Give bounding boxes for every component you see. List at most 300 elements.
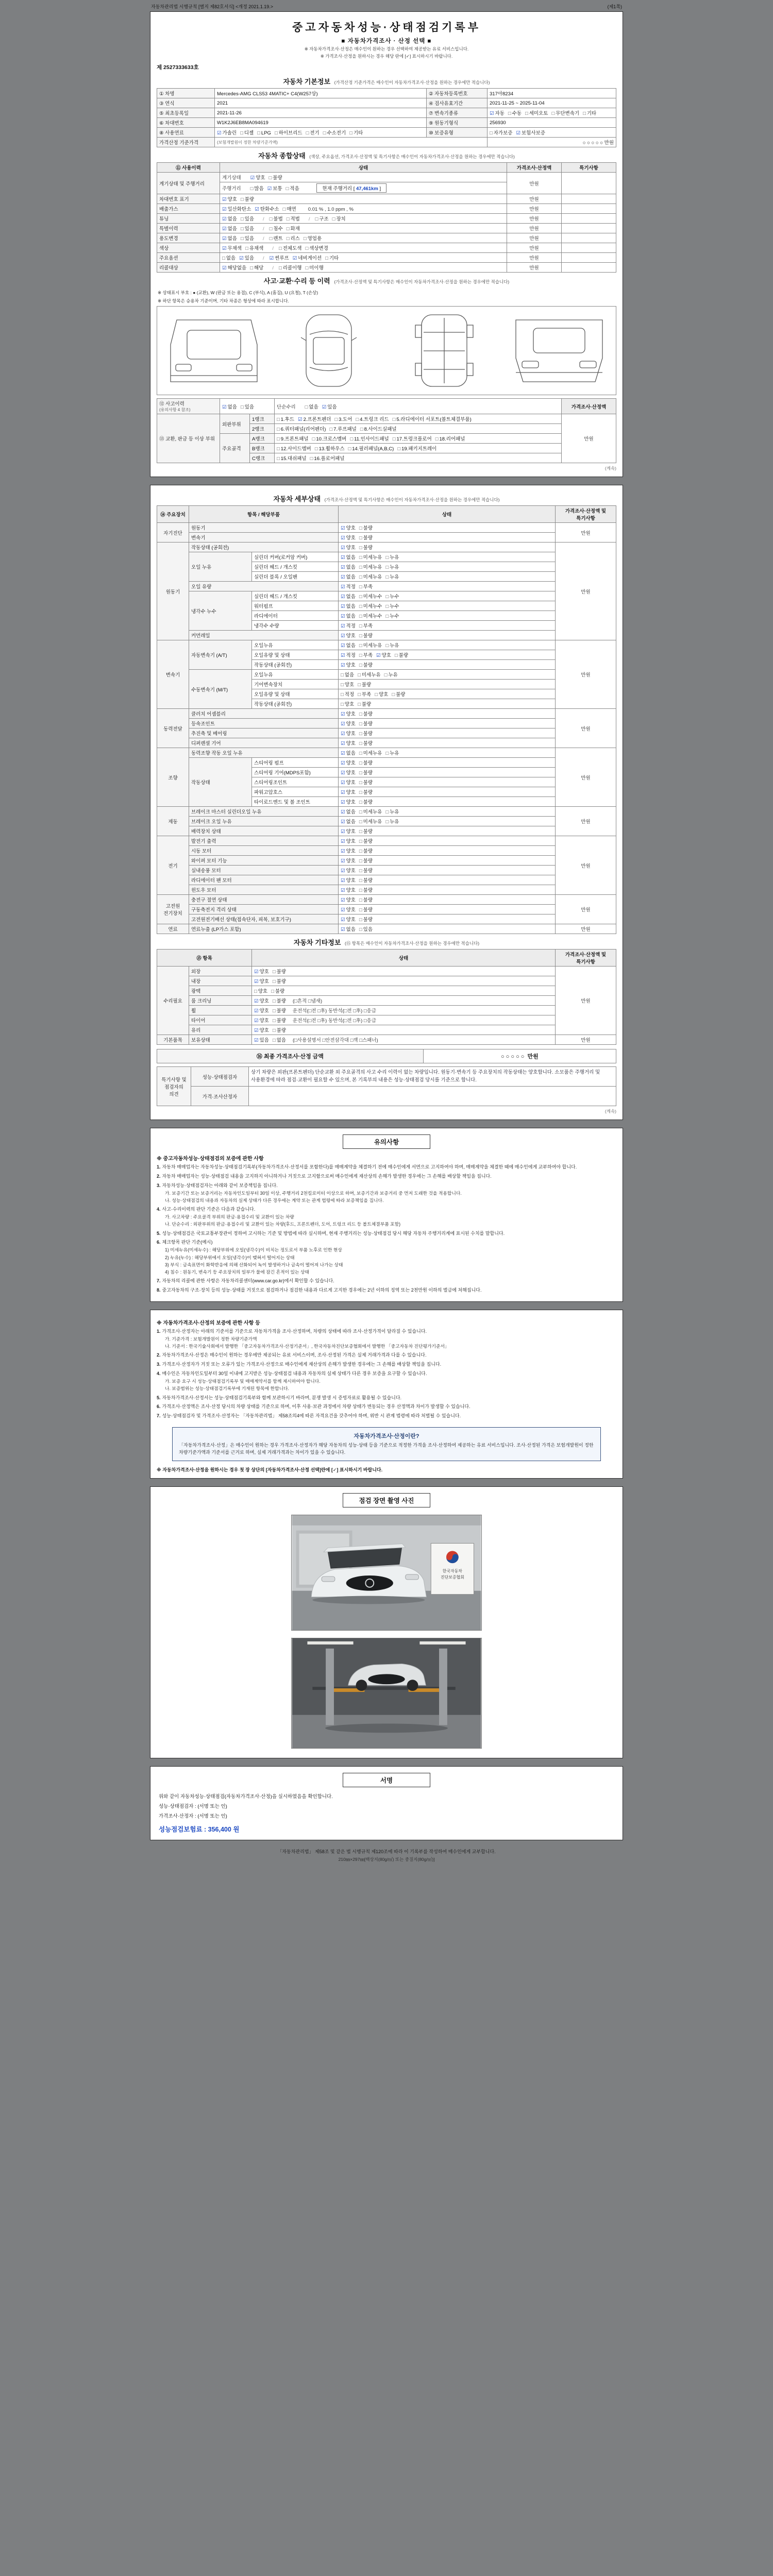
checkbox-unchecked[interactable]: □ 불량 (359, 731, 373, 737)
checkbox-unchecked[interactable]: □ 누유 (385, 809, 399, 815)
checkbox-unchecked[interactable]: □ 수동 (508, 111, 522, 116)
checkbox-checked[interactable]: ☑ 썬루프 (269, 256, 289, 261)
checkbox-unchecked[interactable]: □ 누수 (385, 614, 399, 619)
row-state: ☑ 없음 □ 있음 / □ 침수 □ 화재 (220, 224, 507, 233)
notice-item: 5. 성능·상태점검은 국토교통부장관이 정하여 고시하는 기준 및 방법에 따라 실시하며, 현재 주행거리는 성능·상태점검 당시 해당 자동차 주행거리계에 표시된 수치를 말합니다. (157, 1230, 505, 1236)
notice-subitem: 가. 사고차량 : 주요골격 부위의 판금·용접수리 및 교환이 있는 차량 (165, 1214, 294, 1220)
checkbox-checked[interactable]: ☑ 양호 (254, 998, 269, 1004)
group-label: 기본품목 (157, 1035, 189, 1045)
notice-list-2 (157, 1318, 616, 1473)
checkbox-unchecked[interactable]: □ 없음 (341, 672, 355, 678)
checkbox-checked[interactable]: ☑ 네비게이션 (292, 256, 322, 261)
notice-subitem: 나. 기준서 : 한국기술사회에서 발행한 「중고자동차가격조사·산정기준서」, 한국자동차진단보증협회에서 발행한 「중고자동차 진단평가기준서」 (165, 1344, 449, 1349)
price-survey-info-box (172, 1427, 601, 1461)
checkbox-unchecked[interactable]: □ 디젤 (240, 130, 254, 136)
notice-subitem: 3) 부식 : 금속표면이 화학반응에 의해 산화되어 녹이 발생하거나 금속이 떨어져 나가는 상태 (165, 1262, 343, 1267)
checkbox-unchecked[interactable]: □ 불량 (359, 545, 373, 551)
checkbox-unchecked[interactable]: □ 불량 (359, 800, 373, 805)
checkbox-unchecked[interactable]: □ 14.필러패널(A,B,C) (348, 446, 394, 452)
checkbox-unchecked[interactable]: □ 양호 (341, 702, 355, 707)
price-cell: 만원 (507, 173, 562, 194)
state-cell (339, 689, 556, 699)
checkbox-unchecked[interactable]: □ 불량 (359, 711, 373, 717)
section-etc-info (157, 934, 616, 1045)
item-label: 추진축 및 베어링 (189, 728, 339, 738)
checkbox-unchecked[interactable]: □ 부족 (358, 692, 372, 698)
field-label: ⑩ 보증유형 (427, 128, 488, 138)
checkbox-unchecked[interactable]: □ 누수 (385, 604, 399, 609)
checkbox-checked[interactable]: ☑ 양호 (341, 780, 356, 786)
checkbox-unchecked[interactable]: □ 전기 (306, 130, 320, 136)
checkbox-unchecked[interactable]: □ 수소전기 (323, 130, 346, 136)
checkbox-unchecked[interactable]: □ 불량 (392, 692, 406, 698)
checkbox-checked[interactable]: ☑ 양호 (341, 849, 356, 854)
checkbox-unchecked[interactable]: □ 유채색 (245, 246, 264, 251)
checkbox-checked[interactable]: ☑ 해당없음 (222, 265, 247, 271)
item-label: 오일 누유 (189, 552, 252, 582)
current-mileage-value: 47,461km (356, 186, 378, 192)
rank-label: 2랭크 (250, 424, 275, 434)
state-cell (339, 650, 556, 660)
note-cell (562, 233, 616, 243)
car-diagram-underbody (393, 311, 496, 391)
row-label: 리콜대상 (157, 263, 220, 273)
checkbox-unchecked[interactable]: □ 적음 (285, 186, 299, 192)
checkbox-checked[interactable]: ☑ 양호 (341, 711, 356, 717)
checkbox-checked[interactable]: ☑ 적정 (341, 653, 356, 658)
checkbox-unchecked[interactable]: □ 불법 (269, 216, 283, 222)
checkbox-unchecked[interactable]: □ 불량 (359, 907, 373, 913)
price-cell: 만원 (507, 253, 562, 263)
premium-label: 성능점검보험료 : (159, 1826, 207, 1834)
state-cell (339, 924, 556, 934)
checkbox-unchecked[interactable]: □ 기타 (583, 111, 597, 116)
checkbox-unchecked[interactable]: □ 불량 (268, 175, 282, 181)
state-cell (339, 905, 556, 914)
checkbox-unchecked[interactable]: □ 없음 (305, 404, 318, 410)
checkbox-unchecked[interactable]: □ 침수 (269, 226, 283, 232)
checkbox-unchecked[interactable]: □ 누유 (384, 672, 398, 678)
checkbox-checked[interactable]: ☑ 탄화수소 (255, 207, 279, 212)
notice-item: 3. 가격조사·산정자가 거짓 또는 오류가 있는 가격조사·산정으로 매수인에게 재산상의 손해가 발생한 경우에는 그 손해를 배상할 책임을 집니다. (157, 1362, 442, 1367)
device-label: 연료 (157, 924, 189, 934)
checkbox-unchecked[interactable]: □ 누유 (385, 565, 399, 570)
row-state: ☑ 양호 □ 불량 (□흔적 □냄새) (252, 996, 556, 1006)
checkbox-unchecked[interactable]: □ 불량 (359, 917, 373, 923)
checkbox-checked[interactable]: ☑ 양호 (222, 197, 237, 202)
checkbox-checked[interactable]: ☑ 양호 (341, 526, 356, 531)
checkbox-unchecked[interactable]: □ LPG (257, 130, 271, 136)
state-cell (339, 807, 556, 817)
inspection-photo-engine-bay (291, 1515, 482, 1631)
part-label: 실린더 헤드 / 개스킷 (252, 591, 339, 601)
checkbox-checked[interactable]: ☑ 양호 (341, 721, 356, 727)
item-label: 원동기 (189, 523, 339, 533)
checkbox-unchecked[interactable]: □ 있음 (359, 927, 373, 933)
checkbox-checked[interactable]: ☑ 없음 (341, 604, 356, 609)
notice-subitem: 나. 성능·상태점검의 내용과 자동차의 실제 상태가 다른 경우에는 계약 또는 관계 법령에 따라 보증책임을 집니다. (165, 1198, 384, 1203)
part-label: 스티어링조인트 (252, 777, 339, 787)
checkbox-checked[interactable]: ☑ 일산화탄소 (222, 207, 251, 212)
field-label: ⑨ 원동기형식 (427, 118, 488, 128)
checkbox-unchecked[interactable]: □ 불량 (359, 535, 373, 541)
checkbox-unchecked[interactable]: □ 자가보증 (490, 130, 513, 136)
checkbox-unchecked[interactable]: □ 미세누유 (359, 751, 382, 756)
checkbox-unchecked[interactable]: □ 11.인사이드패널 (350, 436, 389, 442)
checkbox-checked[interactable]: ☑ 없음 (341, 927, 356, 933)
checkbox-unchecked[interactable]: □ 불량 (359, 868, 373, 874)
checkbox-unchecked[interactable]: □ 렌트 (269, 236, 283, 242)
checkbox-unchecked[interactable]: □ 17.트렁크플로어 (392, 436, 432, 442)
price-cell: 만원 (556, 836, 616, 895)
checkbox-unchecked[interactable]: □ 불량 (272, 1018, 286, 1024)
checkbox-unchecked[interactable]: □ 불량 (359, 526, 373, 531)
state-cell (339, 826, 556, 836)
checkbox-unchecked[interactable]: □ 양호 (254, 989, 268, 994)
checkbox-checked[interactable]: ☑ 있음 (239, 256, 254, 261)
checkbox-unchecked[interactable]: □ 리콜이행 (279, 265, 302, 271)
checkbox-checked[interactable]: ☑ 가솔린 (217, 130, 237, 136)
state-cell (339, 591, 556, 601)
row-label: 특별이력 (157, 224, 220, 233)
checkbox-checked[interactable]: ☑ 양호 (341, 633, 356, 639)
price-cell: 만원 (556, 895, 616, 924)
checkbox-unchecked[interactable]: □ 불량 (272, 969, 286, 975)
checkbox-unchecked[interactable]: □ 12.사이드멤버 (277, 446, 311, 452)
state-cell (339, 866, 556, 875)
field-label: ⑥ 차대번호 (157, 118, 215, 128)
item-label: 고전원전기배선 상태(접속단자, 피복, 보호기구) (189, 914, 339, 924)
checkbox-unchecked[interactable]: □ 미세누유 (359, 809, 382, 815)
checkbox-unchecked[interactable]: □ 누유 (385, 574, 399, 580)
device-label: 제동 (157, 807, 189, 836)
checkbox-unchecked[interactable]: □ 전체도색 (278, 246, 302, 251)
checkbox-unchecked[interactable]: □ 8.사이드실패널 (360, 427, 397, 432)
checkbox-unchecked[interactable]: □ 양호 (375, 692, 389, 698)
checkbox-unchecked[interactable]: □ 영업용 (303, 236, 322, 242)
checkbox-checked[interactable]: ☑ 양호 (341, 839, 356, 844)
checkbox-unchecked[interactable]: □ 불량 (358, 702, 372, 707)
state-cell (339, 777, 556, 787)
checkbox-unchecked[interactable]: □ 매연 (282, 207, 296, 212)
checkbox-checked[interactable]: ☑ 양호 (341, 858, 356, 864)
field-label: ③ 연식 (157, 98, 215, 108)
checkbox-unchecked[interactable]: □ 하이브리드 (274, 130, 303, 136)
checkbox-checked[interactable]: ☑ 양호 (250, 175, 265, 181)
checkbox-unchecked[interactable]: □ 불량 (359, 663, 373, 668)
checkbox-unchecked[interactable]: □ 불량 (359, 760, 373, 766)
notice-item: 3. 자동차성능·상태점검자는 아래와 같이 보증책임을 집니다. 가. 보증기간 또는 보증거리는 자동차인도일부터 30일 이상, 주행거리 2천킬로미터 이상으로 하며, 보증기간과 보증거리 중 먼저 도래한 것을 적용합니다. 나. 성능·상태점검의 내용과 자동차의 실제 상태가 다른 경우에는 계약 또는 관계 법령에 따라 보증책임을 집니다. (157, 1182, 616, 1204)
info-box-text: 「자동차가격조사·산정」은 매수인이 원하는 경우 가격조사·산정자가 해당 자동차의 성능·상태 등을 기준으로 적정한 가격을 조사·산정하여 제공하는 유료 서비스입니다. 조사·산정된 가격은 보험개발원이 정한 차량기준가액과 기준서를 근거로 하며, 실제 거래가격과는 차이가 있을 수 있습니다. (179, 1443, 594, 1455)
checkbox-unchecked[interactable]: □ 적정 (341, 692, 355, 698)
checkbox-unchecked[interactable]: □ 없음 (272, 1038, 286, 1043)
checkbox-checked[interactable]: ☑ 없음 (341, 751, 356, 756)
checkbox-checked[interactable]: ☑ 양호 (254, 979, 269, 985)
checkbox-checked[interactable]: ☑ 없음 (341, 555, 356, 561)
checkbox-unchecked[interactable]: □ 구조 (315, 216, 329, 222)
state-cell (339, 768, 556, 777)
checkbox-unchecked[interactable]: □ 불량 (272, 1008, 286, 1014)
checkbox-unchecked[interactable]: □ 불량 (359, 741, 373, 747)
item-label: 작동상태 (공회전) (189, 543, 339, 552)
notice-footnote: ※ 자동차가격조사·산정을 원하시는 경우 첫 장 상단의 [자동차가격조사·산정 선택]란에 [✓] 표시하시기 바랍니다. (157, 1467, 383, 1473)
checkbox-checked[interactable]: ☑ 양호 (341, 829, 356, 835)
checkbox-checked[interactable]: ☑ 양호 (254, 969, 269, 975)
item-label: 동력조향 작동 오일 누유 (189, 748, 339, 758)
row-label: 차대번호 표기 (157, 194, 220, 204)
checkbox-unchecked[interactable]: □ 미이행 (305, 265, 324, 271)
continued-marker: (계속) (604, 1109, 616, 1114)
checkbox-unchecked[interactable]: □ 누유 (385, 819, 399, 825)
signature-inspector-line: 성능·상태점검자 : (서명 또는 인) (159, 1804, 227, 1810)
checkbox-unchecked[interactable]: □ 불량 (359, 790, 373, 795)
checkbox-unchecked[interactable]: □ 7.루프패널 (329, 427, 357, 432)
checkbox-unchecked[interactable]: □ 있음 (240, 404, 254, 410)
section-comprehensive (157, 147, 616, 273)
checkbox-unchecked[interactable]: □ 불량 (359, 849, 373, 854)
checkbox-checked[interactable]: ☑ 자동 (490, 111, 505, 116)
state-cell (339, 914, 556, 924)
checkbox-checked[interactable]: ☑ 없음 (222, 404, 237, 410)
checkbox-checked[interactable]: ☑ 양호 (341, 760, 356, 766)
item-label: 연료누출 (LP가스 포함) (189, 924, 339, 934)
state-cell (339, 719, 556, 728)
checkbox-checked[interactable]: ☑ 있음 (322, 404, 337, 410)
state-cell (339, 543, 556, 552)
checkbox-checked[interactable]: ☑ 없음 (341, 565, 356, 570)
checkbox-unchecked[interactable]: □ 13.휠하우스 (314, 446, 345, 452)
checkbox-unchecked[interactable]: □ 양호 (341, 682, 355, 688)
row-label: 주요옵션 (157, 253, 220, 263)
checkbox-checked[interactable]: ☑ 없음 (222, 226, 237, 232)
checkbox-unchecked[interactable]: □ 기타 (325, 256, 339, 261)
checkbox-unchecked[interactable]: □ 18.리어패널 (435, 436, 465, 442)
checkbox-unchecked[interactable]: □ 불량 (359, 770, 373, 776)
checkbox-unchecked[interactable]: □ 1.후드 (277, 417, 295, 422)
checkbox-checked[interactable]: ☑ 양호 (341, 770, 356, 776)
field-label: ② 자동차등록번호 (427, 89, 488, 98)
checkbox-checked[interactable]: ☑ 양호 (376, 653, 391, 658)
checkbox-unchecked[interactable]: □ 불량 (271, 989, 285, 994)
checkbox-unchecked[interactable]: □ 15.대쉬패널 (277, 456, 307, 462)
checkbox-unchecked[interactable]: □ 리스 (286, 236, 300, 242)
row-state: ☑ 있음 □ 없음 (□사용설명서 □안전삼각대 □잭 □스패너) (252, 1035, 556, 1045)
state-cell (339, 709, 556, 719)
notice-subitem: 4) 침수 : 원동기, 변속기 등 주요장치의 일부가 물에 잠긴 흔적이 있는 상태 (165, 1269, 309, 1275)
row-state: ☑ 없음 □ 있음 / □ 렌트 □ 리스 □ 영업용 (220, 233, 507, 243)
checkbox-unchecked[interactable]: □ 미세누유 (359, 574, 382, 580)
simple-repair-state: 단순수리 □ 없음 ☑ 있음 (275, 399, 562, 414)
checkbox-unchecked[interactable]: □ 불량 (359, 888, 373, 893)
section-basic-info (157, 73, 616, 147)
page-marker: (제1쪽) (607, 4, 622, 9)
part-label: 스티어링 기어(MDPS포함) (252, 768, 339, 777)
checkbox-checked[interactable]: ☑ 양호 (341, 545, 356, 551)
part-label: 냉각수 수량 (252, 621, 339, 631)
checkbox-checked[interactable]: ☑ 양호 (341, 790, 356, 795)
checkbox-unchecked[interactable]: □ 불량 (359, 829, 373, 835)
checkbox-unchecked[interactable]: □ 미세누수 (359, 614, 382, 619)
checkbox-unchecked[interactable]: □ 무단변속기 (551, 111, 580, 116)
checkbox-unchecked[interactable]: □ 10.크로스멤버 (312, 436, 347, 442)
checkbox-checked[interactable]: ☑ 양호 (341, 731, 356, 737)
checkbox-unchecked[interactable]: □ 불량 (359, 858, 373, 864)
checkbox-checked[interactable]: ☑ 양호 (341, 868, 356, 874)
checkbox-checked[interactable]: ☑ 양호 (341, 878, 356, 884)
checkbox-unchecked[interactable]: □ 4.트렁크 리드 (356, 417, 389, 422)
checkbox-unchecked[interactable]: □ 누수 (385, 594, 399, 600)
checkbox-unchecked[interactable]: □ 9.프론트패널 (277, 436, 309, 442)
inspection-insurance-premium (159, 1824, 614, 1834)
checkbox-unchecked[interactable]: □ 불량 (359, 878, 373, 884)
checkbox-checked[interactable]: ☑ 없음 (341, 809, 356, 815)
checkbox-unchecked[interactable]: □ 5.라디에이터 서포트(볼트체결부품) (392, 417, 472, 422)
checkbox-checked[interactable]: ☑ 양호 (341, 917, 356, 923)
checkbox-unchecked[interactable]: □ 불량 (394, 653, 409, 658)
item-label: 커먼레일 (189, 631, 339, 640)
checkbox-unchecked[interactable]: □ 불량 (240, 197, 254, 202)
accident-history-state (220, 399, 275, 414)
note-cell (562, 253, 616, 263)
checkbox-checked[interactable]: ☑ 양호 (254, 1018, 269, 1024)
checkbox-unchecked[interactable]: □ 없음 (222, 256, 236, 261)
checkbox-unchecked[interactable]: □ 19.패키지트레이 (397, 446, 437, 452)
rank-options (275, 444, 562, 453)
checkbox-checked[interactable]: ☑ 없음 (222, 236, 237, 242)
checkbox-checked[interactable]: ☑ 있음 (254, 1038, 269, 1043)
checkbox-unchecked[interactable]: □ 미세누유 (359, 643, 382, 649)
checkbox-unchecked[interactable]: □ 있음 (240, 216, 254, 222)
checkbox-checked[interactable]: ☑ 보험사보증 (516, 130, 545, 136)
item-label: 윈도우 모터 (189, 885, 339, 895)
state-cell (339, 562, 556, 572)
checkbox-unchecked[interactable]: □ 많음 (250, 186, 264, 192)
checkbox-unchecked[interactable]: □ 불량 (272, 1028, 286, 1033)
checkbox-unchecked[interactable]: □ 불량 (359, 633, 373, 639)
checkbox-checked[interactable]: ☑ 없음 (341, 819, 356, 825)
checkbox-checked[interactable]: ☑ 양호 (341, 800, 356, 805)
checkbox-checked[interactable]: ☑ 양호 (341, 741, 356, 747)
checkbox-checked[interactable]: ☑ 없음 (341, 614, 356, 619)
state-cell (339, 748, 556, 758)
checkbox-unchecked[interactable]: □ 미세누수 (359, 594, 382, 600)
checkbox-checked[interactable]: ☑ 없음 (222, 216, 237, 222)
col-header: 상태 (252, 950, 556, 967)
checkbox-checked[interactable]: ☑ 양호 (341, 907, 356, 913)
checkbox-checked[interactable]: ☑ 적정 (341, 623, 356, 629)
checkbox-checked[interactable]: ☑ 양호 (341, 897, 356, 903)
state-cell (339, 817, 556, 826)
part-label: 타이로드엔드 및 볼 조인트 (252, 797, 339, 807)
notice-item: 1. 가격조사·산정자는 아래의 기준서를 기준으로 자동차가격을 조사·산정하며, 차량의 상태에 따라 조사·산정가격이 달라질 수 있습니다. 가. 기준가격 : 보험개발원이 정한 차량기준가액 나. 기준서 : 한국기술사회에서 발행한 「중고자동차가격조사·산정기준서」, 한국자동차진단보증협회에서 발행한 「중고자동차 진단평가기준서」 (157, 1328, 616, 1350)
checkbox-checked[interactable]: ☑ 없음 (341, 643, 356, 649)
group-label: 수리필요 (157, 967, 189, 1035)
note-cell (562, 243, 616, 253)
row-label: 튜닝 (157, 214, 220, 224)
panel-notice-2 (150, 1310, 623, 1479)
checkbox-checked[interactable]: ☑ 없음 (341, 574, 356, 580)
checkbox-unchecked[interactable]: □ 불량 (358, 682, 372, 688)
checkbox-unchecked[interactable]: □ 미세누수 (359, 604, 382, 609)
col-header: 특기사항 (562, 163, 616, 173)
checkbox-unchecked[interactable]: □ 불량 (272, 998, 286, 1004)
premium-amount: 356,400 원 (208, 1826, 240, 1834)
checkbox-unchecked[interactable]: □ 16.플로어패널 (310, 456, 345, 462)
row-state: ☑ 해당없음 □ 해당 / □ 리콜이행 □ 미이행 (220, 263, 507, 273)
checkbox-unchecked[interactable]: □ 6.쿼터패널(리어펜더) (277, 427, 326, 432)
item-label: 와이퍼 모터 기능 (189, 856, 339, 866)
state-cell (339, 885, 556, 895)
opinion-text: 상기 차량은 외판(프론트펜더) 단순교환 외 주요골격의 사고 수리 이력이 없는 차량입니다. 원동기·변속기 등 주요장치의 작동상태는 양호합니다. 소모품은 주행거리 및 사용환경에 따라 점검·교환이 필요할 수 있으며, 본 기록부의 내용은 성능·상태점검 당시를 기준으로 합니다. (249, 1067, 616, 1087)
device-label: 동력전달 (157, 709, 189, 748)
checkbox-unchecked[interactable]: □ 미세누유 (359, 819, 382, 825)
checkbox-unchecked[interactable]: □ 적법 (286, 216, 300, 222)
checkbox-unchecked[interactable]: □ 있음 (240, 236, 254, 242)
checkbox-unchecked[interactable]: □ 불량 (359, 721, 373, 727)
note-cell (562, 224, 616, 233)
checkbox-unchecked[interactable]: □ 기타 (349, 130, 363, 136)
checkbox-unchecked[interactable]: □ 부족 (359, 623, 373, 629)
checkbox-unchecked[interactable]: □ 불량 (359, 839, 373, 844)
checkbox-unchecked[interactable]: □ 미세누유 (358, 672, 381, 678)
checkbox-unchecked[interactable]: □ 누유 (385, 643, 399, 649)
state-cell (339, 660, 556, 670)
checkbox-unchecked[interactable]: □ 해당 (250, 265, 264, 271)
checkbox-unchecked[interactable]: □ 부족 (359, 584, 373, 590)
checkbox-checked[interactable]: ☑ 양호 (254, 1008, 269, 1014)
section-title: 자동차 종합상태 (색상, 주요옵션, 가격조사·산정액 및 특기사항은 매수인이 자동차가격조사·산정을 원하는 경우에만 적습니다) (258, 152, 515, 160)
checkbox-checked[interactable]: ☑ 무채색 (222, 246, 242, 251)
checkbox-checked[interactable]: ☑ 보통 (267, 186, 282, 192)
note-cell (562, 194, 616, 204)
notice-item: 7. 성능·상태점검자 및 가격조사·산정자는 「자동차관리법」 제58조의4에 따른 자격요건을 갖추어야 하며, 위반 시 관계 법령에 따라 처벌될 수 있습니다. (157, 1413, 461, 1419)
opinion-text (249, 1087, 616, 1106)
price-cell: 만원 (507, 194, 562, 204)
checkbox-checked[interactable]: ☑ 양호 (341, 535, 356, 541)
checkbox-unchecked[interactable]: □ 미세누유 (359, 555, 382, 561)
checkbox-checked[interactable]: ☑ 양호 (254, 1028, 269, 1033)
price-cell: 만원 (507, 233, 562, 243)
state-cell (339, 582, 556, 591)
checkbox-checked[interactable]: ☑ 적정 (341, 584, 356, 590)
accident-rank-table (157, 398, 616, 463)
checkbox-unchecked[interactable]: □ 세미오토 (525, 111, 548, 116)
checkbox-checked[interactable]: ☑ 양호 (341, 663, 356, 668)
state-cell (339, 611, 556, 621)
checkbox-checked[interactable]: ☑ 없음 (341, 594, 356, 600)
checkbox-unchecked[interactable]: □ 부족 (359, 653, 373, 658)
checkbox-unchecked[interactable]: □ 3.도어 (334, 417, 352, 422)
checkbox-unchecked[interactable]: □ 미세누유 (359, 565, 382, 570)
checkbox-unchecked[interactable]: □ 누유 (385, 751, 399, 756)
checkbox-unchecked[interactable]: □ 화재 (286, 226, 300, 232)
state-cell (339, 631, 556, 640)
checkbox-unchecked[interactable]: □ 불량 (359, 780, 373, 786)
part-label: 파워고압호스 (252, 787, 339, 797)
checkbox-checked[interactable]: ☑ 양호 (341, 888, 356, 893)
state-cell (339, 552, 556, 562)
checkbox-unchecked[interactable]: □ 색상변경 (305, 246, 328, 251)
detail-state-table (157, 505, 616, 934)
checkbox-checked[interactable]: ☑ 2.프론트펜더 (298, 417, 331, 422)
col-header: ⑮ 항목 (157, 950, 252, 967)
state-cell (339, 846, 556, 856)
checkbox-unchecked[interactable]: □ 불량 (272, 979, 286, 985)
checkbox-unchecked[interactable]: □ 불량 (359, 897, 373, 903)
checkbox-unchecked[interactable]: □ 장치 (332, 216, 346, 222)
checkbox-unchecked[interactable]: □ 누유 (385, 555, 399, 561)
checkbox-unchecked[interactable]: □ 있음 (240, 226, 254, 232)
